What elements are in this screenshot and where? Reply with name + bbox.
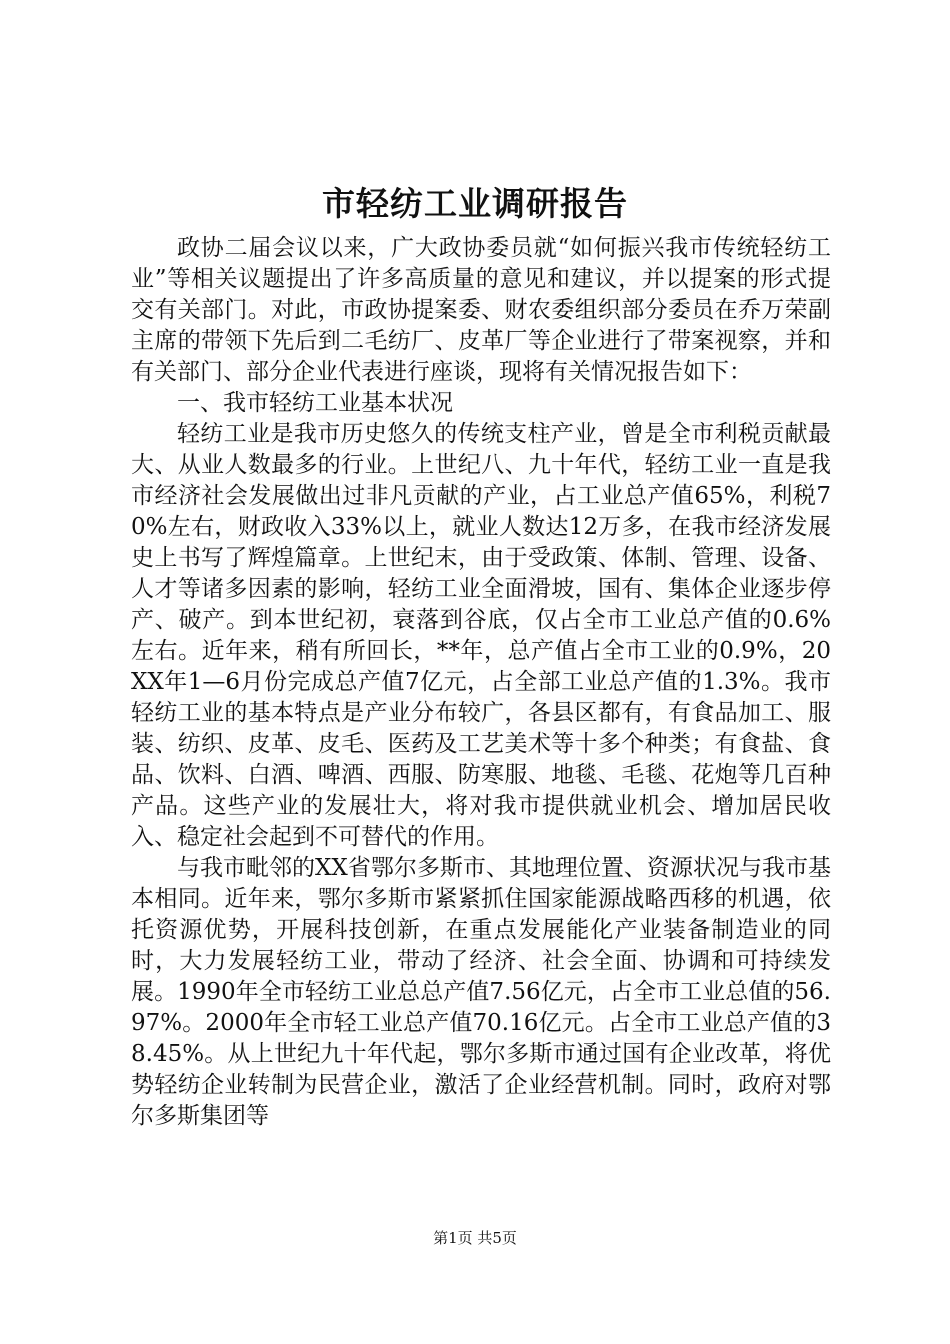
document-body xyxy=(131,233,831,1132)
paragraph-intro: 政协二届会议以来，广大政协委员就“如何振兴我市传统轻纺工业”等相关议题提出了许多高质量的意见和建议，并以提案的形式提交有关部门。对此，市政协提案委、财农委组织部分委员在乔万荣副主席的带领下先后到二毛纺厂、皮革厂等企业进行了带案视察，并和有关部门、部分企业代表进行座谈，现将有关情况报告如下： xyxy=(131,235,831,385)
page-footer: 第1页 共5页 xyxy=(433,1229,517,1247)
paragraph-comparison: 与我市毗邻的XX省鄂尔多斯市、其地理位置、资源状况与我市基本相同。近年来，鄂尔多斯市紧紧抓住国家能源战略西移的机遇，依托资源优势，开展科技创新，在重点发展能化产业装备制造业的同时，大力发展轻纺工业，带动了经济、社会全面、协调和可持续发展。1990年全市轻纺工业总总产值7.56亿元，占全市工业总值的56.97%。2000年全市轻工业总产值70.16亿元。占全市工业总产值的38.45%。从上世纪九十年代起，鄂尔多斯市通过国有企业改革，将优势轻纺企业转制为民营企业，激活了企业经营机制。同时，政府对鄂尔多斯集团等 xyxy=(131,855,831,1129)
section-heading: 一、我市轻纺工业基本状况 xyxy=(177,390,453,416)
document-title: 市轻纺工业调研报告 xyxy=(322,184,628,223)
paragraph-status: 轻纺工业是我市历史悠久的传统支柱产业，曾是全市利税贡献最大、从业人数最多的行业。上世纪八、九十年代，轻纺工业一直是我市经济社会发展做出过非凡贡献的产业，占工业总产值65%，利税70%左右，财政收入33%以上，就业人数达12万多，在我市经济发展史上书写了辉煌篇章。上世纪末，由于受政策、体制、管理、设备、人才等诸多因素的影响，轻纺工业全面滑坡，国有、集体企业逐步停产、破产。到本世纪初，衰落到谷底，仅占全市工业总产值的0.6%左右。近年来，稍有所回长，**年，总产值占全市工业的0.9%，20XX年1—6月份完成总产值7亿元，占全部工业总产值的1.3%。我市轻纺工业的基本特点是产业分布较广，各县区都有，有食品加工、服装、纺织、皮革、皮毛、医药及工艺美术等十多个种类；有食盐、食品、饮料、白酒、啤酒、西服、防寒服、地毯、毛毯、花炮等几百种产品。这些产业的发展壮大，将对我市提供就业机会、增加居民收入、稳定社会起到不可替代的作用。 xyxy=(131,421,831,850)
